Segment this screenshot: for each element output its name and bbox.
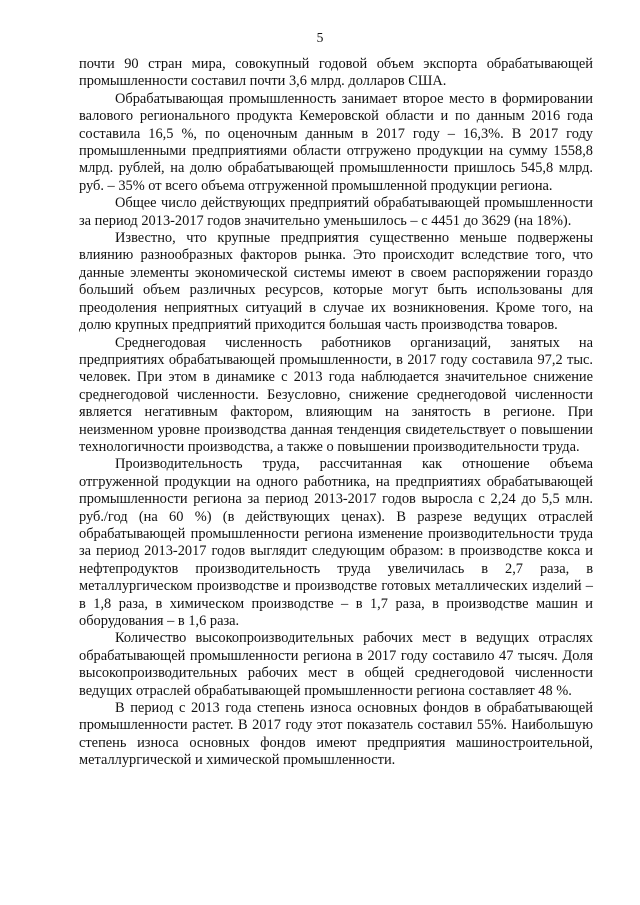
paragraph-productivity: Производительность труда, рассчитанная как отношение объема отгруженной продукции на одного работника, на предприятиях обрабатывающей промышленности региона за период 2013-2017 годов выросла с 2,24 до 5,5 млн. руб./год (на 60 %) (в действующих ценах). В разрезе ведущих отраслей обрабатывающей промышленности региона изменение производительности труда за период 2013-2017 годов выглядит следующим образом: в производстве кокса и нефтепродуктов производительность труда увеличилась в 2,7 раза, в металлургическом производстве и производстве готовых металлических изделий – в 1,8 раза, в химическом производстве – в 1,7 раза, в производстве машин и оборудования – в 1,6 раза. <box>79 456 593 629</box>
page-number: 5 <box>316 30 324 45</box>
document-body <box>79 56 593 770</box>
paragraph-asset-depreciation: В период с 2013 года степень износа основных фондов в обрабатывающей промышленности растет. В 2017 году этот показатель составил 55%. Наибольшую степень износа основных фондов имеют предприятия машиностроительной, металлургической и химической промышленности. <box>79 700 593 769</box>
paragraph-grp-share: Обрабатывающая промышленность занимает второе место в формировании валового регионального продукта Кемеровской области и по данным 2016 года составила 16,5 %, по оценочным данным в 2017 году – 16,3%. В 2017 году промышленными предприятиями области отгружено продукции на сумму 1558,8 млрд. рублей, на долю обрабатывающей промышленности пришлось 545,8 млрд. руб. – 35% от всего объема отгруженной промышленной продукции региона. <box>79 90 593 194</box>
paragraph-high-productivity-jobs: Количество высокопроизводительных рабочих мест в ведущих отраслях обрабатывающей промышленности региона в 2017 году составило 47 тысяч. Доля высокопроизводительных рабочих мест в общей среднегодовой численности ведущих отраслей обрабатывающей промышленности региона составляет 48 %. <box>79 630 593 699</box>
paragraph-large-enterprises: Известно, что крупные предприятия существенно меньше подвержены влиянию разнообразных факторов рынка. Это происходит вследствие того, что данные элементы экономической системы имеют в своем распоряжении гораздо больший объем различных ресурсов, которые могут быть использованы для преодоления неприятных ситуаций в случае их возникновения. Кроме того, на долю крупных предприятий приходится большая часть производства товаров. <box>79 230 593 334</box>
paragraph-workforce: Среднегодовая численность работников организаций, занятых на предприятиях обрабатывающей промышленности, в 2017 году составила 97,2 тыс. человек. При этом в динамике с 2013 года наблюдается значительное снижение среднегодовой численности. Безусловно, снижение среднегодовой численности является негативным фактором, влияющим на занятость в регионе. При неизменном уровне производства данная тенденция свидетельствует о повышении технологичности производства, а также о повышении производительности труда. <box>79 334 593 455</box>
paragraph-export-continuation: почти 90 стран мира, совокупный годовой объем экспорта обрабатывающей промышленности составил почти 3,6 млрд. долларов США. <box>79 56 593 90</box>
paragraph-enterprise-count: Общее число действующих предприятий обрабатывающей промышленности за период 2013-2017 годов значительно уменьшилось – с 4451 до 3629 (на 18%). <box>79 195 593 229</box>
